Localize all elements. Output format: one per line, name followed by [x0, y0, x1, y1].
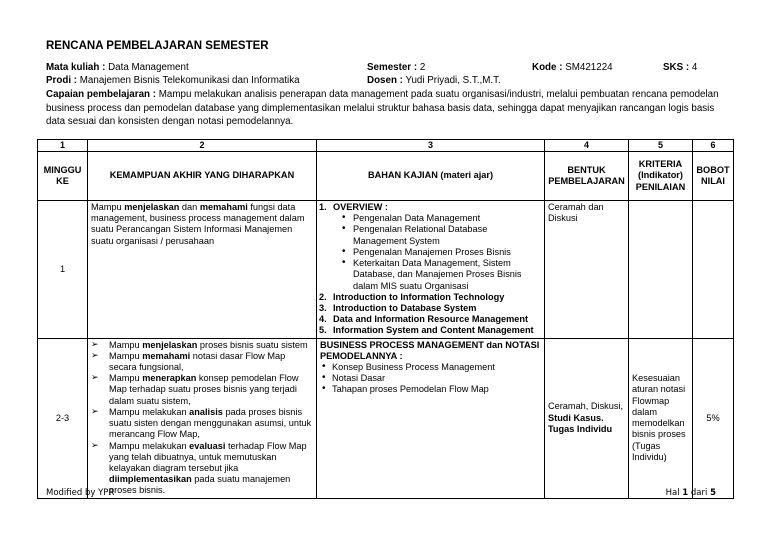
table-row: [38, 338, 734, 498]
header-kriteria: KRITERIA (Indikator) PENILAIAN: [629, 151, 693, 200]
row2-kemampuan: [88, 338, 317, 498]
row1-kemampuan: Mampu menjelaskan dan memahami fungsi data management, business process management dalam suatu Perancangan Sistem Informasi Manajemen suatu organisasi / perusahaan: [88, 200, 317, 338]
bahan-title: BUSINESS PROCESS MANAGEMENT dan NOTASI PEMODELANNYA :: [320, 339, 540, 361]
row2-bentuk: Ceramah, Diskusi, Studi Kasus. Tugas Individu: [545, 338, 629, 498]
col-number-2: 2: [88, 140, 317, 152]
col-number-1: 1: [38, 140, 88, 152]
kode-value: SM421224: [565, 62, 613, 73]
list-item: • Tahapan proses Pemodelan Flow Map: [320, 384, 541, 395]
col-number-5: 5: [629, 140, 693, 152]
sks-value: 4: [691, 62, 698, 73]
sks-label: SKS :: [663, 62, 690, 73]
prodi-value: Manajemen Bisnis Telekomunikasi dan Informatika: [79, 75, 300, 86]
row1-minggu: 1: [38, 200, 88, 338]
row1-bobot: [693, 200, 734, 338]
col-number-4: 4: [545, 140, 629, 152]
col-number-6: 6: [693, 140, 734, 152]
dosen-label: Dosen :: [367, 75, 403, 86]
footer-left: Modified by YPR: [46, 488, 115, 498]
kode-label: Kode :: [532, 62, 563, 73]
header-row: [38, 151, 734, 200]
header-bahan: BAHAN KAJIAN (materi ajar): [317, 151, 545, 200]
list-item: 3. Introduction to Database System: [319, 302, 477, 313]
list-item: • Pengenalan Data Management: [333, 213, 541, 224]
dosen-value: Yudi Priyadi, S.T.,M.T.: [405, 75, 501, 86]
list-item: ➢ Mampu memahami notasi dasar Flow Map secara fungsional,: [91, 351, 313, 373]
list-item: • Pengenalan Manajemen Proses Bisnis: [333, 247, 541, 258]
header-minggu: MINGGU KE: [38, 151, 88, 200]
list-item: ➢ Mampu menjelaskan proses bisnis suatu sistem: [91, 340, 313, 351]
table-row: [38, 200, 734, 338]
list-item: ➢ Mampu melakukan evaluasi terhadap Flow Map yang telah dibuatnya, untuk memutuskan kelayakan diagram tersebut jika diimplementasikan pada suatu manajemen proses bisnis.: [91, 441, 313, 497]
column-number-row: [38, 140, 734, 152]
capaian-pembelajaran: [46, 88, 726, 129]
row2-kriteria: Kesesuaian aturan notasi Flowmap dalam memodelkan bisnis proses (Tugas Individu): [629, 338, 693, 498]
header-bobot: BOBOT NILAI: [693, 151, 734, 200]
row1-bahan: [317, 200, 545, 338]
semester-value: 2: [419, 62, 426, 73]
list-item: • Notasi Dasar: [320, 373, 541, 384]
list-item: ➢ Mampu menerapkan konsep pemodelan Flow Map terhadap suatu proses bisnis yang terjadi dalam suatu sistem,: [91, 373, 313, 407]
row1-bentuk: Ceramah dan Diskusi: [545, 200, 629, 338]
row2-bahan: [317, 338, 545, 498]
capaian-label: Capaian pembelajaran :: [46, 89, 156, 100]
list-item: 5. Information System and Content Management: [319, 325, 534, 336]
prodi-label: Prodi :: [46, 75, 78, 86]
row2-minggu: 2-3: [38, 338, 88, 498]
list-item: 4. Data and Information Resource Management: [319, 314, 529, 325]
footer-page-number: Hal 1 dari 5: [665, 488, 716, 498]
row2-bobot: 5%: [693, 338, 734, 498]
mata-kuliah-value: Data Management: [108, 62, 189, 73]
list-item: • Pengenalan Relational Database Management System: [333, 224, 541, 246]
header-kemampuan: KEMAMPUAN AKHIR YANG DIHARAPKAN: [88, 151, 317, 200]
list-item: ➢ Mampu melakukan analisis pada proses bisnis suatu sisten dengan menggunakan asumsi, untuk merancang Flow Map,: [91, 407, 313, 441]
list-item: 2. Introduction to Information Technology: [319, 291, 505, 302]
capaian-text: Mampu melakukan analisis penerapan data management pada suatu organisasi/industri, melalui pembuatan rencana pemodelan business process dan pemodelan database yang dimplementasikan melalui struktur bahasa basis data, sehingga dapat menyajikan rancangan logis basis data sesuai dan konsisten dengan notasi pemodelannya.: [46, 89, 719, 128]
list-item: • Keterkaitan Data Management, Sistem Database, dan Manajemen Proses Bisnis dalam MIS suatu Organisasi: [333, 258, 541, 292]
list-item: • Konsep Business Process Management: [320, 362, 541, 373]
header-bentuk: BENTUK PEMBELAJARAN: [545, 151, 629, 200]
rps-table: [37, 139, 734, 499]
semester-label: Semester :: [367, 62, 418, 73]
list-item: 1. OVERVIEW : • Pengenalan Data Management • Pengenalan Relational Database Management System • Pengenalan Manajemen Proses Bisnis • Keterkaitan Data Management, Sistem Database, dan Manajemen Proses Bisnis dalam MIS suatu Organisasi: [319, 202, 541, 292]
col-number-3: 3: [317, 140, 545, 152]
row1-kriteria: [629, 200, 693, 338]
document-title: RENCANA PEMBELAJARAN SEMESTER: [46, 40, 269, 52]
mata-kuliah-label: Mata kuliah :: [46, 62, 106, 73]
